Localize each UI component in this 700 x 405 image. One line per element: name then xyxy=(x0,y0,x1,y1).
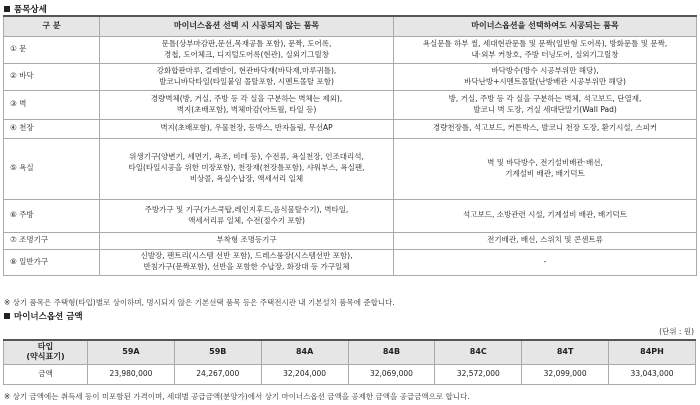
row-excluded-items: 주방가구 및 기구(가스쿡탑,레인지후드,음식물탈수기), 벽타일, 액세서리류 일체, 수전(절수기 포함) xyxy=(100,199,394,232)
detail-section-title: 품목상세 xyxy=(4,3,47,15)
row-excluded-items: 위생기구(양변기, 세면기, 욕조, 비데 등), 수전류, 욕실천장, 인조대리석, 타일(타일시공을 위한 미장포함), 천장재(천장틀포함), 샤워부스, 욕실팬, 비상콜, 욕실수납장, 액세서리 일체 xyxy=(100,138,394,199)
type-cell: 84C xyxy=(435,340,522,364)
row-included-items: 벽 및 바닥방수, 전기설비배관·배선, 기계설비 배관, 배기덕트 xyxy=(394,138,697,199)
detail-table xyxy=(3,15,697,276)
type-cell: 84T xyxy=(522,340,609,364)
detail-note: ※ 상기 품목은 주택형(타입)별로 상이하며, 명시되지 않은 기본선택 품목 등은 주택전시관 내 기본설치 품목에 준합니다. xyxy=(4,298,395,307)
amount-cell: 32,572,000 xyxy=(435,364,522,384)
amount-cell: 24,267,000 xyxy=(174,364,261,384)
row-included-items: 석고보드, 소방관련 시설, 기계설비 배관, 배기덕트 xyxy=(394,199,697,232)
amount-note: ※ 상기 금액에는 취득세 등이 미포함된 가격이며, 세대별 공급금액(분양가)에서 상기 마이너스옵션 금액을 공제한 금액을 공급금액으로 합니다. xyxy=(4,392,470,401)
row-category: ⑦ 조명기구 xyxy=(4,232,100,249)
square-bullet-icon xyxy=(4,6,10,12)
unit-label: (단위 : 원) xyxy=(659,327,694,336)
row-excluded-items: 강화합판마루, 걸레받이, 현관바닥재(바닥재,마루귀틀), 발코니바닥타일(타일붙임 몰탈포함, 시멘트몰탈 포함) xyxy=(100,63,394,90)
amount-cell: 32,069,000 xyxy=(348,364,435,384)
row-excluded-items: 부착형 조명등기구 xyxy=(100,232,394,249)
detail-row xyxy=(4,232,697,249)
type-cell: 59B xyxy=(174,340,261,364)
amount-cell: 32,099,000 xyxy=(522,364,609,384)
row-category: ⑤ 욕실 xyxy=(4,138,100,199)
amount-table xyxy=(3,339,696,385)
detail-row xyxy=(4,36,697,63)
row-excluded-items: 신발장, 팬트리(시스템 선반 포함), 드레스룸장(시스템선반 포함), 반침가구(문짝포함), 선반을 포함한 수납장, 화장대 등 가구일체 xyxy=(100,249,394,275)
row-category: ⑧ 일반가구 xyxy=(4,249,100,275)
type-cell: 84B xyxy=(348,340,435,364)
row-excluded-items: 경량벽체(방, 거실, 주방 등 각 실을 구분하는 벽체는 제외), 벽지(초배포함), 벽체마감(아트월, 타일 등) xyxy=(100,90,394,119)
row-included-items: 전기배관, 배선, 스위치 및 콘센트류 xyxy=(394,232,697,249)
amount-cell: 23,980,000 xyxy=(88,364,175,384)
detail-row xyxy=(4,138,697,199)
header-excluded: 마이너스옵션 선택 시 시공되지 않는 품목 xyxy=(100,16,394,36)
row-category: ③ 벽 xyxy=(4,90,100,119)
detail-row xyxy=(4,63,697,90)
type-cell: 84PH xyxy=(609,340,696,364)
amount-section-title: 마이너스옵션 금액 xyxy=(4,310,83,322)
amount-cell: 32,204,000 xyxy=(261,364,348,384)
row-included-items: 바닥방수(방수 시공부위만 해당), 바닥난방+시멘트몰탈(난방배관 시공부위만 해당) xyxy=(394,63,697,90)
row-excluded-items: 문틀(상부마감판,문선,목재공틀 포함), 문짝, 도어록, 경첩, 도어체크, 디지털도어록(현관), 실외기그릴창 xyxy=(100,36,394,63)
type-cell: 59A xyxy=(88,340,175,364)
amount-header: 금액 xyxy=(4,364,88,384)
type-row xyxy=(4,340,696,364)
amount-row xyxy=(4,364,696,384)
detail-row xyxy=(4,249,697,275)
row-included-items: - xyxy=(394,249,697,275)
detail-row xyxy=(4,199,697,232)
detail-header-row xyxy=(4,16,697,36)
row-included-items: 경량천장틀, 석고보드, 커튼박스, 발코니 천장 도장, 환기시설, 스피커 xyxy=(394,119,697,138)
detail-row xyxy=(4,119,697,138)
row-category: ① 문 xyxy=(4,36,100,63)
square-bullet-icon xyxy=(4,313,10,319)
row-excluded-items: 벽지(초배포함), 우물천장, 등박스, 반자돌림, 무선AP xyxy=(100,119,394,138)
row-category: ⑥ 주방 xyxy=(4,199,100,232)
detail-row xyxy=(4,90,697,119)
header-included: 마이너스옵션을 선택하여도 시공되는 품목 xyxy=(394,16,697,36)
row-category: ② 바닥 xyxy=(4,63,100,90)
amount-cell: 33,043,000 xyxy=(609,364,696,384)
type-header: 타입 (약식표기) xyxy=(4,340,88,364)
row-category: ④ 천장 xyxy=(4,119,100,138)
type-cell: 84A xyxy=(261,340,348,364)
row-included-items: 욕실문틀 하부 씰, 세대현관문틀 및 문짝(일반형 도어록), 방화문틀 및 문짝, 내·외부 커창호, 주방 터닝도어, 실외기그릴창 xyxy=(394,36,697,63)
header-category: 구 분 xyxy=(4,16,100,36)
row-included-items: 방, 거실, 주방 등 각 실을 구분하는 벽체, 석고보드, 단열재, 발코니 벽 도장, 거실 세대단말기(Wall Pad) xyxy=(394,90,697,119)
